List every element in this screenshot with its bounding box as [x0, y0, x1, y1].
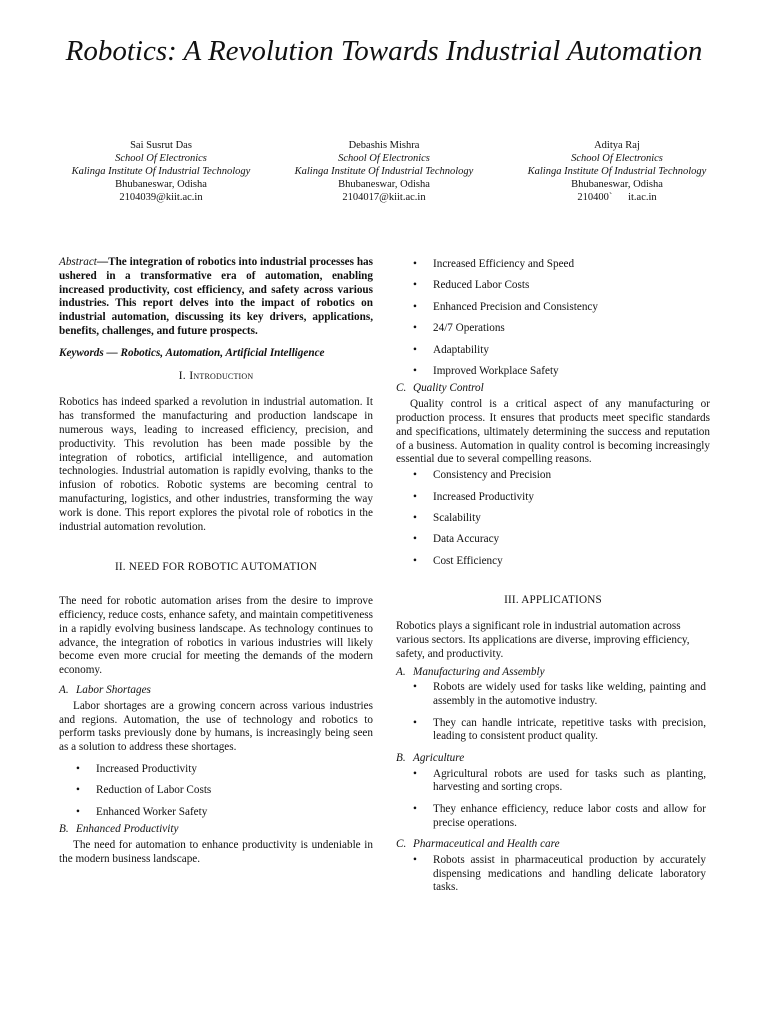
subsection-title: Agriculture	[413, 751, 465, 764]
agriculture-list	[396, 768, 710, 831]
subsection-heading	[396, 666, 710, 680]
list-item: • Scalability	[396, 512, 710, 526]
quality-control-list	[396, 469, 710, 568]
author-name: Sai Susrut Das	[130, 140, 192, 151]
author-email: 2104039@kiit.ac.in	[119, 192, 203, 203]
list-item: • Adaptability	[396, 344, 710, 358]
list-item: • 24/7 Operations	[396, 322, 710, 336]
list-item: • Enhanced Worker Safety	[59, 806, 373, 820]
author-location: Bhubaneswar, Odisha	[338, 179, 430, 190]
list-item: • Enhanced Precision and Consistency	[396, 301, 710, 315]
author-email: 2104017@kiit.ac.in	[342, 192, 426, 203]
list-item: • Agricultural robots are used for tasks such as planting, harvesting and sorting crops.	[396, 768, 710, 796]
list-item: • Data Accuracy	[396, 533, 710, 547]
subsection-title: Pharmaceutical and Health care	[413, 838, 560, 851]
list-item: • They enhance efficiency, reduce labor costs and allow for precise operations.	[396, 803, 710, 831]
enhanced-productivity-body: The need for automation to enhance productivity is undeniable in the modern business landscape.	[59, 838, 373, 865]
list-item: • Robots assist in pharmaceutical production by accurately dispensing medications and handling delicate laboratory tasks.	[396, 854, 710, 895]
subsection-title: Quality Control	[413, 382, 484, 395]
list-item: • Robots are widely used for tasks like welding, painting and assembly in the automotive industry.	[396, 681, 710, 709]
section-heading-applications: III. APPLICATIONS	[504, 594, 602, 607]
subsection-heading	[396, 752, 710, 766]
author-email: 210400` it.ac.in	[577, 192, 657, 203]
subsection-title: Manufacturing and Assembly	[413, 665, 545, 678]
paper-title: Robotics: A Revolution Towards Industrial Automation	[65, 35, 703, 67]
subsection-label: A.	[59, 683, 69, 696]
author-name: Debashis Mishra	[348, 140, 420, 151]
author-school: School Of Electronics	[115, 153, 207, 164]
list-item: • Consistency and Precision	[396, 469, 710, 483]
subsection-title: Enhanced Productivity	[76, 823, 179, 836]
labor-shortages-list	[59, 763, 373, 820]
need-body: The need for robotic automation arises from the desire to improve efficiency, reduce costs, enhance safety, and maintain competitiveness in a rapidly evolving business landscape. As technology continues to advance, the integration of robotics in various industries will likely become even more crucial for meeting the demands of the modern economy.	[59, 595, 373, 677]
section-heading-introduction: I. Introduction	[178, 367, 254, 382]
subsection-label: B.	[59, 823, 69, 836]
author-location: Bhubaneswar, Odisha	[115, 179, 207, 190]
enhanced-productivity-list	[396, 258, 710, 379]
author-1	[66, 139, 256, 204]
author-institute: Kalinga Institute Of Industrial Technology	[71, 166, 251, 177]
labor-shortages-body: Labor shortages are a growing concern across various industries and regions. Automation, the use of technology and robotics to perform tasks previously done by humans, is increasingly being seen as a solution to address these shortages.	[59, 699, 373, 754]
list-item: • Increased Productivity	[396, 491, 710, 505]
list-item: • Increased Productivity	[59, 763, 373, 777]
list-item: • Increased Efficiency and Speed	[396, 258, 710, 272]
subsection-heading	[396, 382, 710, 396]
author-institute: Kalinga Institute Of Industrial Technology	[527, 166, 707, 177]
abstract-lead: Abstract	[59, 256, 97, 268]
subsection-label: B.	[396, 751, 406, 764]
applications-body: Robotics plays a significant role in industrial automation across various sectors. Its applications are diverse, improving efficiency, safety, and productivity.	[396, 620, 690, 660]
right-column	[396, 256, 710, 903]
abstract-text: —The integration of robotics into industrial processes has ushered in a transformative era of automation, enabling increased productivity, cost efficiency, and safety across various industries. This report delves into the impact of robotics on industrial automation, discussing its key drivers, applications, benefits, challenges, and future prospects.	[59, 256, 373, 337]
author-institute: Kalinga Institute Of Industrial Technology	[294, 166, 474, 177]
list-item: • Reduction of Labor Costs	[59, 784, 373, 798]
subsection-label: C.	[396, 838, 407, 851]
introduction-body: Robotics has indeed sparked a revolution in industrial automation. It has transformed the manufacturing and production landscape in numerous ways, leading to increased efficiency, precision, and productivity. This revolution has been made possible by the integration of robotics, artificial intelligence, and automation technologies. Industrial automation is rapidly evolving, thanks to the infusion of robotics. Robotic systems are becoming central to manufacturing, logistics, and other industries, transforming the way work is done. This report explores the pivotal role of robotics in the industrial automation revolution.	[59, 396, 373, 533]
subsection-heading	[396, 838, 710, 852]
section-heading-need: II. NEED FOR ROBOTIC AUTOMATION	[114, 561, 318, 574]
author-school: School Of Electronics	[338, 153, 430, 164]
author-2	[289, 139, 479, 204]
author-3	[522, 139, 712, 204]
keywords: Keywords — Robotics, Automation, Artificial Intelligence	[59, 346, 325, 359]
pharmaceutical-list	[396, 854, 710, 895]
abstract	[59, 256, 373, 339]
author-school: School Of Electronics	[571, 153, 663, 164]
author-name: Aditya Raj	[594, 140, 640, 151]
manufacturing-list	[396, 681, 710, 744]
list-item: • They can handle intricate, repetitive tasks with precision, leading to consistent product quality.	[396, 717, 710, 745]
subsection-heading	[59, 684, 373, 698]
list-item: • Reduced Labor Costs	[396, 279, 710, 293]
subsection-title: Labor Shortages	[76, 683, 151, 696]
quality-control-body: Quality control is a critical aspect of any manufacturing or production process. It ensures that products meet specific standards and specifications, ultimately determining the success and reputation of a business. Automation in quality control is becoming increasingly essential due to several compelling reasons.	[396, 398, 710, 466]
list-item: • Improved Workplace Safety	[396, 365, 710, 379]
author-location: Bhubaneswar, Odisha	[571, 179, 663, 190]
list-item: • Cost Efficiency	[396, 555, 710, 569]
subsection-label: A.	[396, 665, 406, 678]
left-column	[59, 256, 373, 866]
subsection-label: C.	[396, 382, 407, 395]
subsection-heading	[59, 823, 373, 837]
